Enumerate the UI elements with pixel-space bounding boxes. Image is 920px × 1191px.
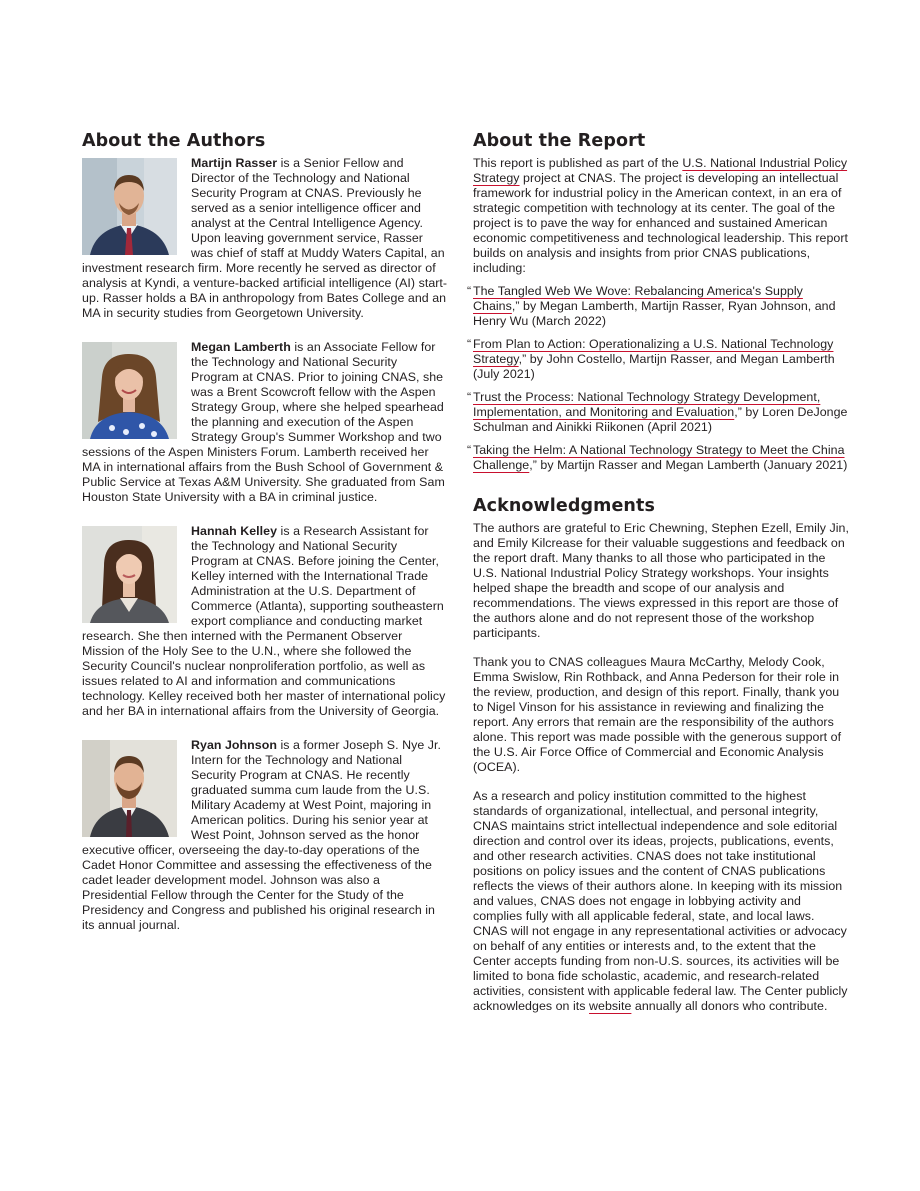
- reference-details: ,” by John Costello, Martijn Rasser, and Megan Lamberth (July 2021): [473, 352, 835, 381]
- reference-link-tangled-web[interactable]: The Tangled Web We Wove: Rebalancing America's Supply Chains: [473, 284, 803, 313]
- reference-link-taking-the-helm[interactable]: Taking the Helm: A National Technology Strategy to Meet the China Challenge: [473, 443, 845, 472]
- author-name-johnson: Ryan Johnson: [191, 738, 277, 752]
- open-quote: “: [467, 390, 472, 404]
- reference-item: [467, 390, 849, 435]
- open-quote: “: [467, 284, 472, 298]
- reference-item: [467, 443, 849, 473]
- about-report-heading: About the Report: [473, 131, 646, 151]
- report-column: [467, 131, 849, 1014]
- reference-details: ,” by Megan Lamberth, Martijn Rasser, Ryan Johnson, and Henry Wu (March 2022): [473, 299, 836, 328]
- author-bio-rasser: [82, 156, 448, 321]
- acknowledgments-paragraph-1: The authors are grateful to Eric Chewning, Stephen Ezell, Emily Jin, and Emily Kilcrease for their valuable suggestions and feedback on the report draft. Many thanks to all those who participated in the U.S. National Industrial Policy Strategy workshops. Your insights helped shape the breadth and scope of our analysis and recommendations. The views expressed in this report are those of the authors alone and do not represent those of the workshop participants.: [473, 521, 849, 640]
- author-bio-text-johnson: is a former Joseph S. Nye Jr. Intern for the Technology and National Security Program at CNAS. He recently graduated summa cum laude from the U.S. Military Academy at West Point, majoring in American politics. During his senior year at West Point, Johnson served as the honor executive officer, overseeing the day-to-day operations of the Cadet Honor Committee and assessing the effectiveness of the cadet leader development model. Johnson was also a Presidential Fellow through the Center for the Study of the Presidency and Congress and published his original research in its annual journal.: [82, 738, 441, 932]
- reference-link-trust-the-process[interactable]: Trust the Process: National Technology Strategy Development, Implementation, and Monitoring and Evaluation: [473, 390, 821, 419]
- open-quote: “: [467, 337, 472, 351]
- acknowledgments-heading: Acknowledgments: [473, 496, 655, 516]
- author-bio-kelley: [82, 524, 448, 719]
- intro-text-after: project at CNAS. The project is developing an intellectual framework for industrial policy in the American context, in an era of strategic competition with technology at its center. The goal of the project is to pave the way for enhanced and sustained American economic competitiveness and technological leadership. This report builds on analysis and insights from prior CNAS publications, including:: [473, 171, 848, 275]
- author-bio-johnson: [82, 738, 448, 933]
- reference-details: ,” by Martijn Rasser and Megan Lamberth (January 2021): [529, 458, 848, 472]
- author-photo-rasser: [82, 158, 177, 255]
- author-photo-lamberth: [82, 342, 177, 439]
- independence-text-end: annually all donors who contribute.: [631, 999, 828, 1013]
- authors-heading: About the Authors: [82, 131, 266, 151]
- reference-details: ,” by Loren DeJonge Schulman and Ainikki Riikonen (April 2021): [473, 405, 848, 434]
- open-quote: “: [467, 443, 472, 457]
- author-name-rasser: Martijn Rasser: [191, 156, 278, 170]
- author-name-kelley: Hannah Kelley: [191, 524, 278, 538]
- reference-link-plan-to-action[interactable]: From Plan to Action: Operationalizing a U.S. National Technology Strategy: [473, 337, 834, 366]
- author-photo-kelley: [82, 526, 177, 623]
- acknowledgments-paragraph-3: [473, 789, 849, 1014]
- intro-text-before: This report is published as part of the: [473, 156, 683, 170]
- author-bio-text-rasser: is a Senior Fellow and Director of the Technology and National Security Program at CNAS. Previously he served as a senior intelligence officer and analyst at the Central Intelligence Agency. Upon leaving government service, Rasser was chief of staff at Muddy Waters Capital, an investment research firm. More recently he served as director of analysis at Kyndi, a venture-backed artificial intelligence (AI) start-up. Rasser holds a BA in anthropology from Bates College and an MA in security studies from Georgetown University.: [82, 156, 448, 320]
- acknowledgments-paragraph-2: Thank you to CNAS colleagues Maura McCarthy, Melody Cook, Emma Swislow, Rin Rothback, and Anna Pederson for their role in the review, production, and design of this report. Finally, thank you to Nigel Vinson for his assistance in reviewing and finalizing the report. Any errors that remain are the responsibility of the authors alone. This report was made possible with the generous support of the U.S. Air Force Office of Commercial and Economic Analysis (OCEA).: [473, 655, 842, 774]
- author-bio-text-kelley: is a Research Assistant for the Technology and National Security Program at CNAS. Before joining the Center, Kelley interned with the International Trade Administration at the U.S. Department of Commerce (Atlanta), supporting southeastern export compliance and conducting market research. She then interned with the Permanent Observer Mission of the Holy See to the U.N., where she followed the Security Council's nuclear nonproliferation portfolio, as well as issues related to AI and information and communications technology. Kelley received both her master of international policy and her BA in international affairs from the University of Georgia.: [82, 524, 446, 718]
- reference-item: [467, 284, 849, 329]
- author-bio-text-lamberth: is an Associate Fellow for the Technology and National Security Program at CNAS. Prior to joining CNAS, she was a Brent Scowcroft fellow with the Aspen Strategy Group, where she helped spearhead the planning and execution of the Aspen Strategy Group's Summer Workshop and two sessions of the Aspen Ministers Forum. Lamberth received her MA in international affairs from the Bush School of Government & Public Service at Texas A&M University. She graduated from Sam Houston State University with a BA in criminal justice.: [82, 340, 445, 504]
- about-the-authors-section: [82, 131, 448, 952]
- independence-text: As a research and policy institution committed to the highest standards of organizational, intellectual, and personal integrity, CNAS maintains strict intellectual independence and sole editorial direction and control over its ideas, projects, publications, events, and other research activities. CNAS does not take institutional positions on policy issues and the content of CNAS publications reflects the views of their authors alone. In keeping with its mission and values, CNAS does not engage in lobbying activity and complies fully with all applicable federal, state, and local laws. CNAS will not engage in any representational activities or advocacy on behalf of any entities or interests and, to the extent that the Center accepts funding from non-U.S. sources, its activities will be limited to bona fide scholastic, academic, and research-related activities, consistent with applicable federal law. The Center publicly acknowledges on its: [473, 789, 848, 1013]
- author-bio-lamberth: [82, 340, 448, 505]
- industrial-policy-strategy-link[interactable]: U.S. National Industrial Policy Strategy: [473, 156, 848, 185]
- website-link[interactable]: website: [589, 999, 632, 1013]
- reference-item: [467, 337, 849, 382]
- about-report-intro: [473, 156, 849, 276]
- author-photo-johnson: [82, 740, 177, 837]
- author-name-lamberth: Megan Lamberth: [191, 340, 291, 354]
